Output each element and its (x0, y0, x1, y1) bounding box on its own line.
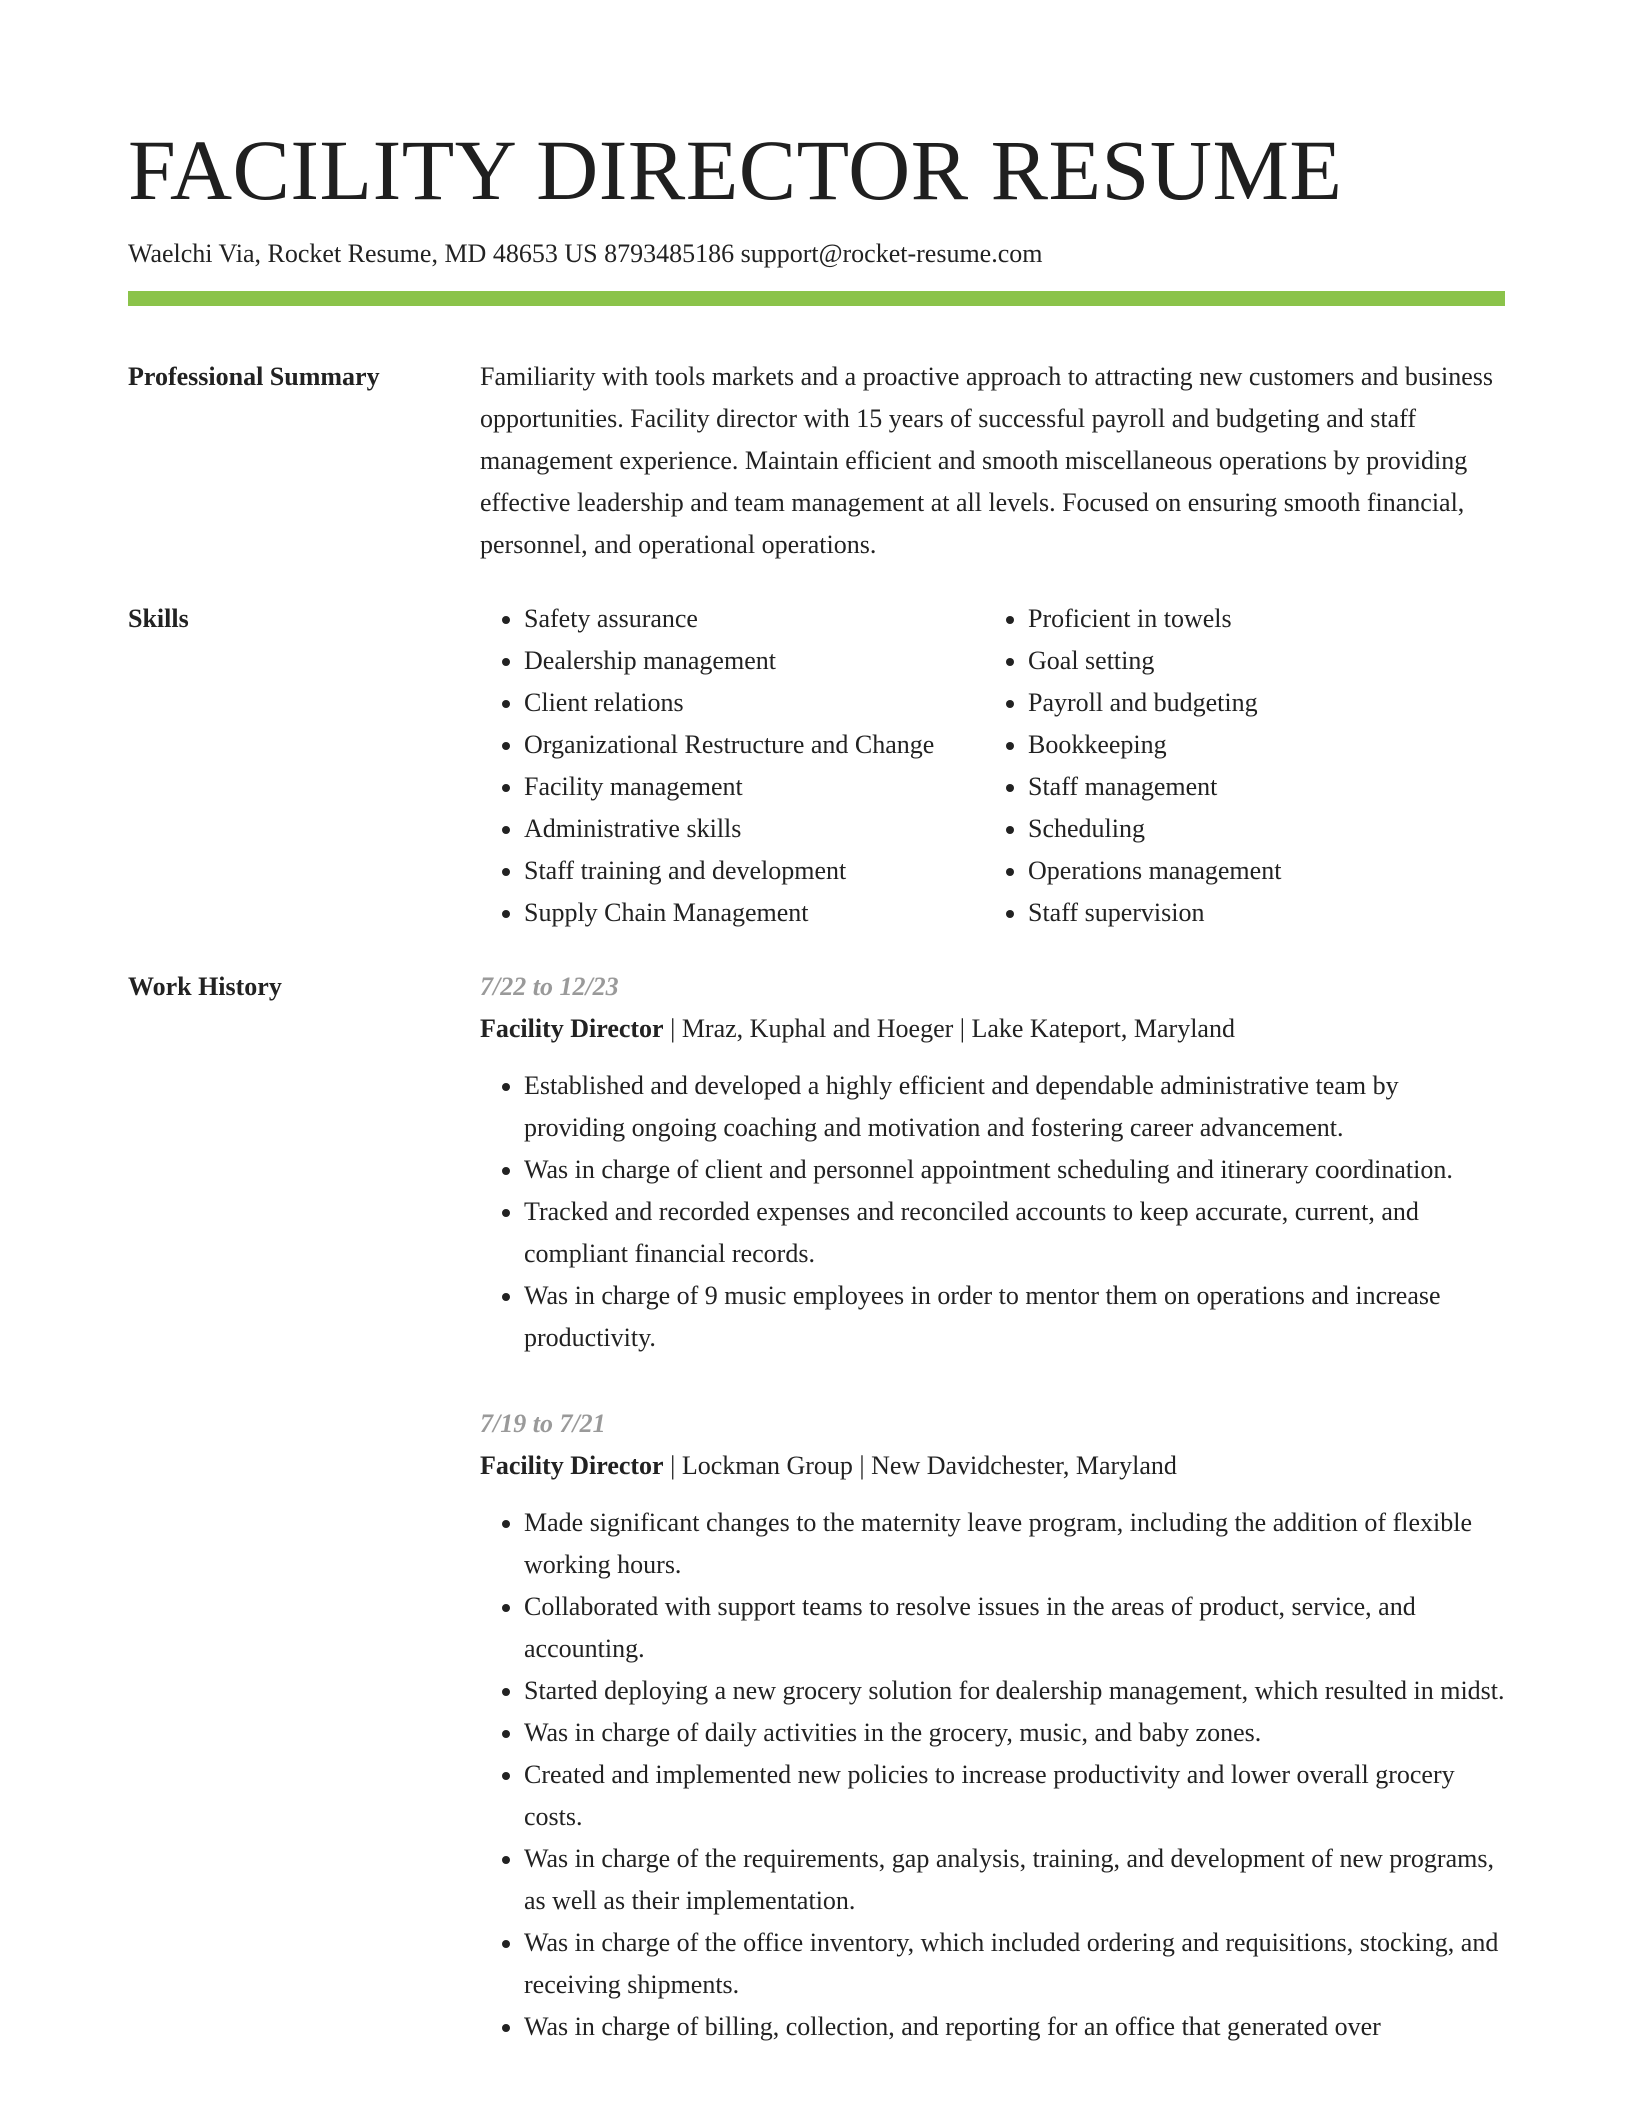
skill-item: • Scheduling (1028, 808, 1505, 850)
skill-item: • Client relations (524, 682, 984, 724)
job-dates: 7/19 to 7/21 (480, 1409, 606, 1438)
skills-list-column-1 (480, 598, 984, 934)
job-bullet: • Was in charge of billing, collection, and reporting for an office that generated over (524, 2006, 1505, 2048)
job-employer-location: | Mraz, Kuphal and Hoeger | Lake Kateport, Maryland (663, 1014, 1235, 1043)
summary-text: Familiarity with tools markets and a proactive approach to attracting new customers and business opportunities. Facility director with 15 years of successful payroll and budgeting and staff management experience. Maintain efficient and smooth miscellaneous operations by providing effective leadership and team management at all levels. Focused on ensuring smooth financial, personnel, and operational operations. (480, 362, 1494, 559)
skill-item: • Administrative skills (524, 808, 984, 850)
accent-divider (128, 291, 1505, 306)
job-bullets (480, 1502, 1505, 2048)
skill-item: • Organizational Restructure and Change (524, 724, 984, 766)
job-dates: 7/22 to 12/23 (480, 972, 619, 1001)
section-label-summary: Professional Summary (128, 362, 380, 391)
skills-section (128, 598, 1505, 934)
resume-title: FACILITY DIRECTOR RESUME (128, 122, 1343, 218)
skill-item: • Staff supervision (1028, 892, 1505, 934)
skill-item: • Facility management (524, 766, 984, 808)
job-heading (480, 1445, 1505, 1487)
skill-item: • Proficient in towels (1028, 598, 1505, 640)
job-entry (480, 1403, 1505, 2048)
job-bullet: • Collaborated with support teams to resolve issues in the areas of product, service, and accounting. (524, 1586, 1505, 1670)
contact-line: Waelchi Via, Rocket Resume, MD 48653 US 8793485186 support@rocket-resume.com (128, 239, 1043, 268)
skill-item: • Payroll and budgeting (1028, 682, 1505, 724)
skill-item: • Staff management (1028, 766, 1505, 808)
job-bullet: • Was in charge of 9 music employees in order to mentor them on operations and increase productivity. (524, 1275, 1505, 1359)
skill-item: • Goal setting (1028, 640, 1505, 682)
job-bullet: • Was in charge of client and personnel appointment scheduling and itinerary coordination. (524, 1149, 1505, 1191)
job-bullet: • Tracked and recorded expenses and reconciled accounts to keep accurate, current, and compliant financial records. (524, 1191, 1505, 1275)
skill-item: • Staff training and development (524, 850, 984, 892)
job-title: Facility Director (480, 1451, 664, 1480)
job-entry (480, 966, 1505, 1359)
skill-item: • Supply Chain Management (524, 892, 984, 934)
skill-item: • Safety assurance (524, 598, 984, 640)
skills-list-column-2 (984, 598, 1505, 934)
job-bullet: • Started deploying a new grocery solution for dealership management, which resulted in midst. (524, 1670, 1505, 1712)
job-bullet: • Made significant changes to the maternity leave program, including the addition of flexible working hours. (524, 1502, 1505, 1586)
job-heading (480, 1008, 1505, 1050)
work-history-section (128, 966, 1505, 2092)
job-bullet: • Established and developed a highly efficient and dependable administrative team by providing ongoing coaching and motivation and fostering career advancement. (524, 1065, 1505, 1149)
job-bullet: • Was in charge of daily activities in the grocery, music, and baby zones. (524, 1712, 1505, 1754)
job-employer-location: | Lockman Group | New Davidchester, Maryland (663, 1451, 1177, 1480)
section-label-work-history: Work History (128, 972, 282, 1001)
job-title: Facility Director (480, 1014, 664, 1043)
job-bullets (480, 1065, 1505, 1359)
skill-item: • Operations management (1028, 850, 1505, 892)
section-label-skills: Skills (128, 604, 189, 633)
job-bullet: • Was in charge of the requirements, gap analysis, training, and development of new programs, as well as their implementation. (524, 1838, 1505, 1922)
job-bullet: • Was in charge of the office inventory, which included ordering and requisitions, stocking, and receiving shipments. (524, 1922, 1505, 2006)
job-bullet: • Created and implemented new policies to increase productivity and lower overall grocery costs. (524, 1754, 1505, 1838)
professional-summary-section (128, 356, 1505, 566)
skill-item: • Dealership management (524, 640, 984, 682)
resume-page (128, 0, 1505, 2092)
skill-item: • Bookkeeping (1028, 724, 1505, 766)
